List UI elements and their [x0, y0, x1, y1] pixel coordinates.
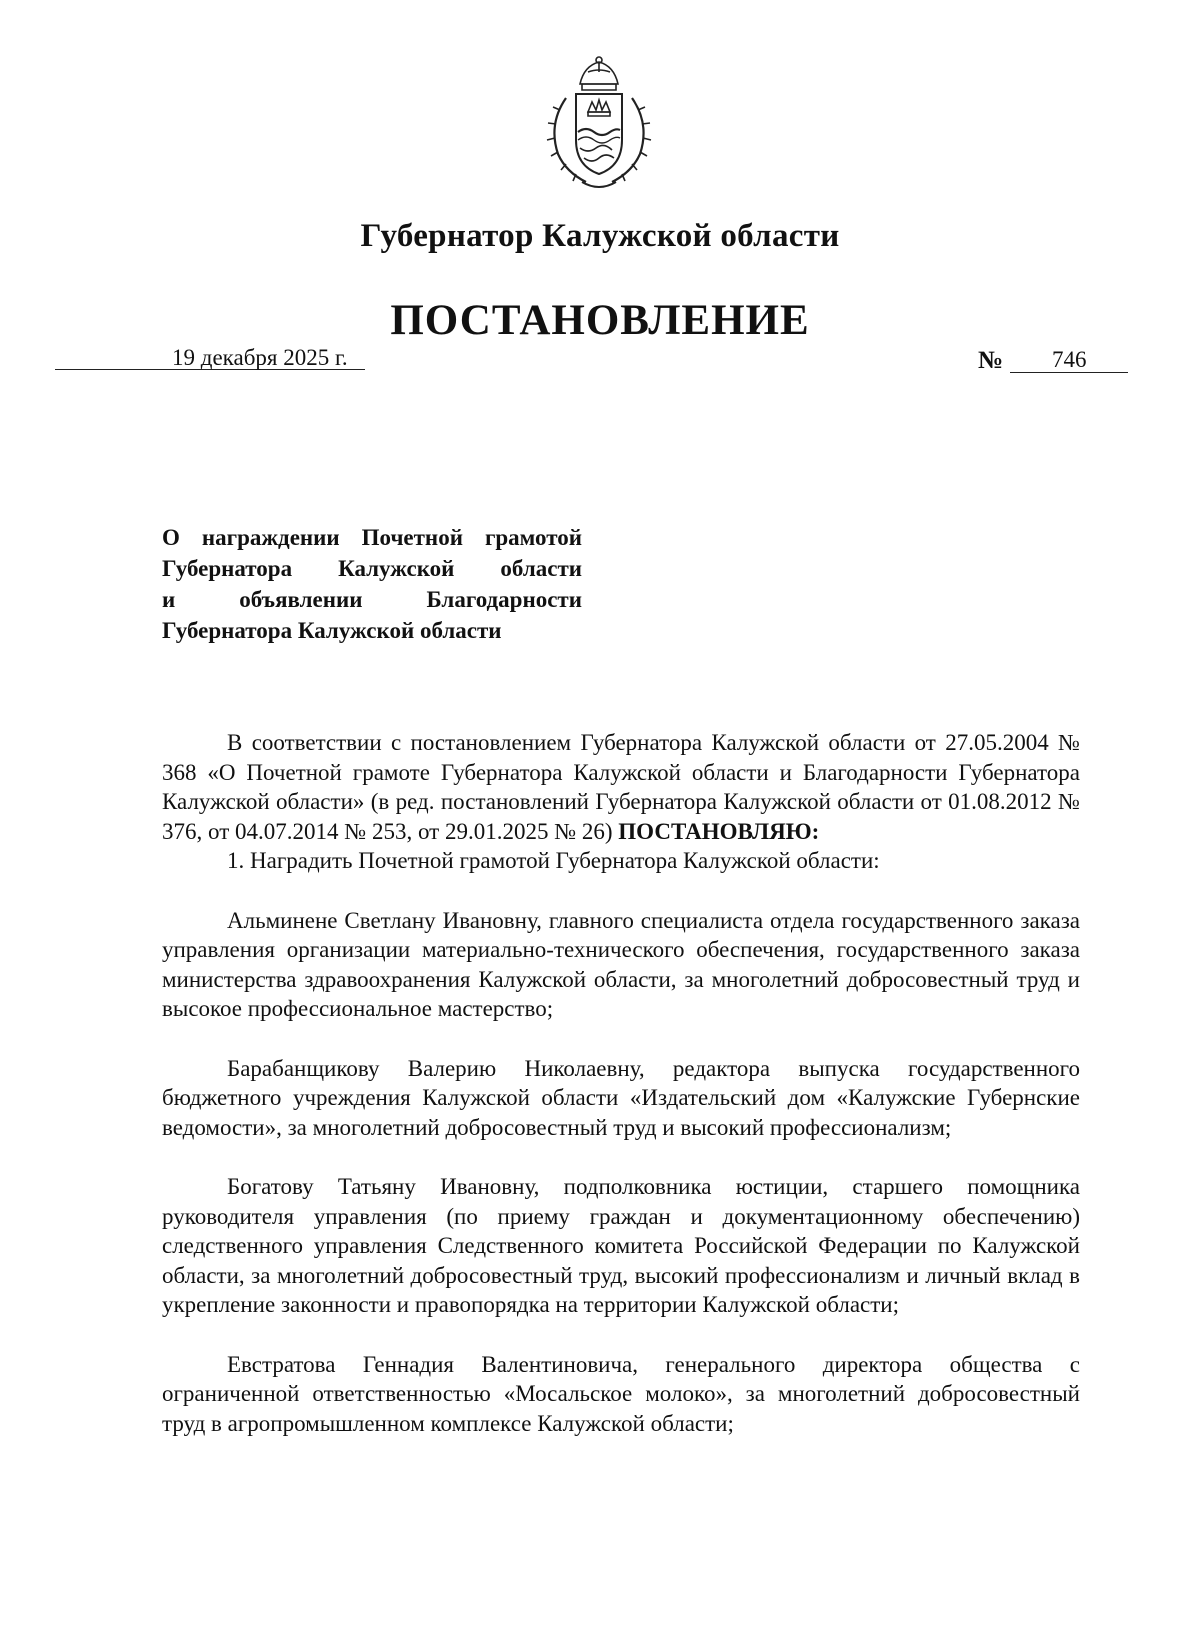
- subject-line: Губернатора Калужской области: [162, 618, 502, 643]
- document-type-title: ПОСТАНОВЛЕНИЕ: [390, 297, 810, 344]
- subject-heading: [162, 522, 582, 646]
- number-sign: №: [978, 347, 1004, 374]
- item-1-paragraph: 1. Наградить Почетной грамотой Губернатора Калужской области:: [227, 848, 880, 873]
- awardee-paragraph: Барабанщикову Валерию Николаевну, редактора выпуска государственного бюджетного учреждения Калужской области «Издательский дом «Калужские Губернские ведомости», за многолетний добросовестный труд и высокий профессионализм;: [162, 1055, 1080, 1140]
- subject-line: Губернатора Калужской области: [162, 556, 582, 581]
- document-body: [162, 728, 1080, 1438]
- decree-word: ПОСТАНОВЛЯЮ:: [618, 818, 820, 844]
- document-date: 19 декабря 2025 г.: [172, 345, 348, 370]
- document-number: 746: [1052, 347, 1087, 372]
- awardee-paragraph: Евстратова Геннадия Валентиновича, генерального директора общества с ограниченной ответственностью «Мосальское молоко», за многолетний добросовестный труд в агропромышленном комплексе Калужской области;: [162, 1351, 1080, 1436]
- preamble-paragraph: [162, 728, 1080, 846]
- issuing-authority: Губернатор Калужской области: [360, 218, 840, 254]
- subject-line: и объявлении Благодарности: [162, 587, 582, 612]
- subject-line: О награждении Почетной грамотой: [162, 525, 582, 550]
- coat-of-arms-icon: [536, 54, 662, 194]
- awardee-paragraph: Альминене Светлану Ивановну, главного специалиста отдела государственного заказа управления организации материально-технического обеспечения, государственного заказа министерства здравоохранения Калужской области, за многолетний добросовестный труд и высокое профессиональное мастерство;: [162, 907, 1080, 1021]
- awardee-paragraph: Богатову Татьяну Ивановну, подполковника юстиции, старшего помощника руководителя управления (по приему граждан и документационному обеспечению) следственного управления Следственного комитета Российской Федерации по Калужской области, за многолетний добросовестный труд, высокий профессионализм и личный вклад в укрепление законности и правопорядка на территории Калужской области;: [162, 1174, 1080, 1317]
- preamble-text: В соответствии с постановлением Губернатора Калужской области от 27.05.2004 № 368 «О Почетной грамоте Губернатора Калужской области и Благодарности Губернатора Калужской области» (в ред. постановлений Губернатора Калужской области от 01.08.2012 № 376, от 04.07.2014 № 253, от 29.01.2025 № 26): [162, 730, 1080, 844]
